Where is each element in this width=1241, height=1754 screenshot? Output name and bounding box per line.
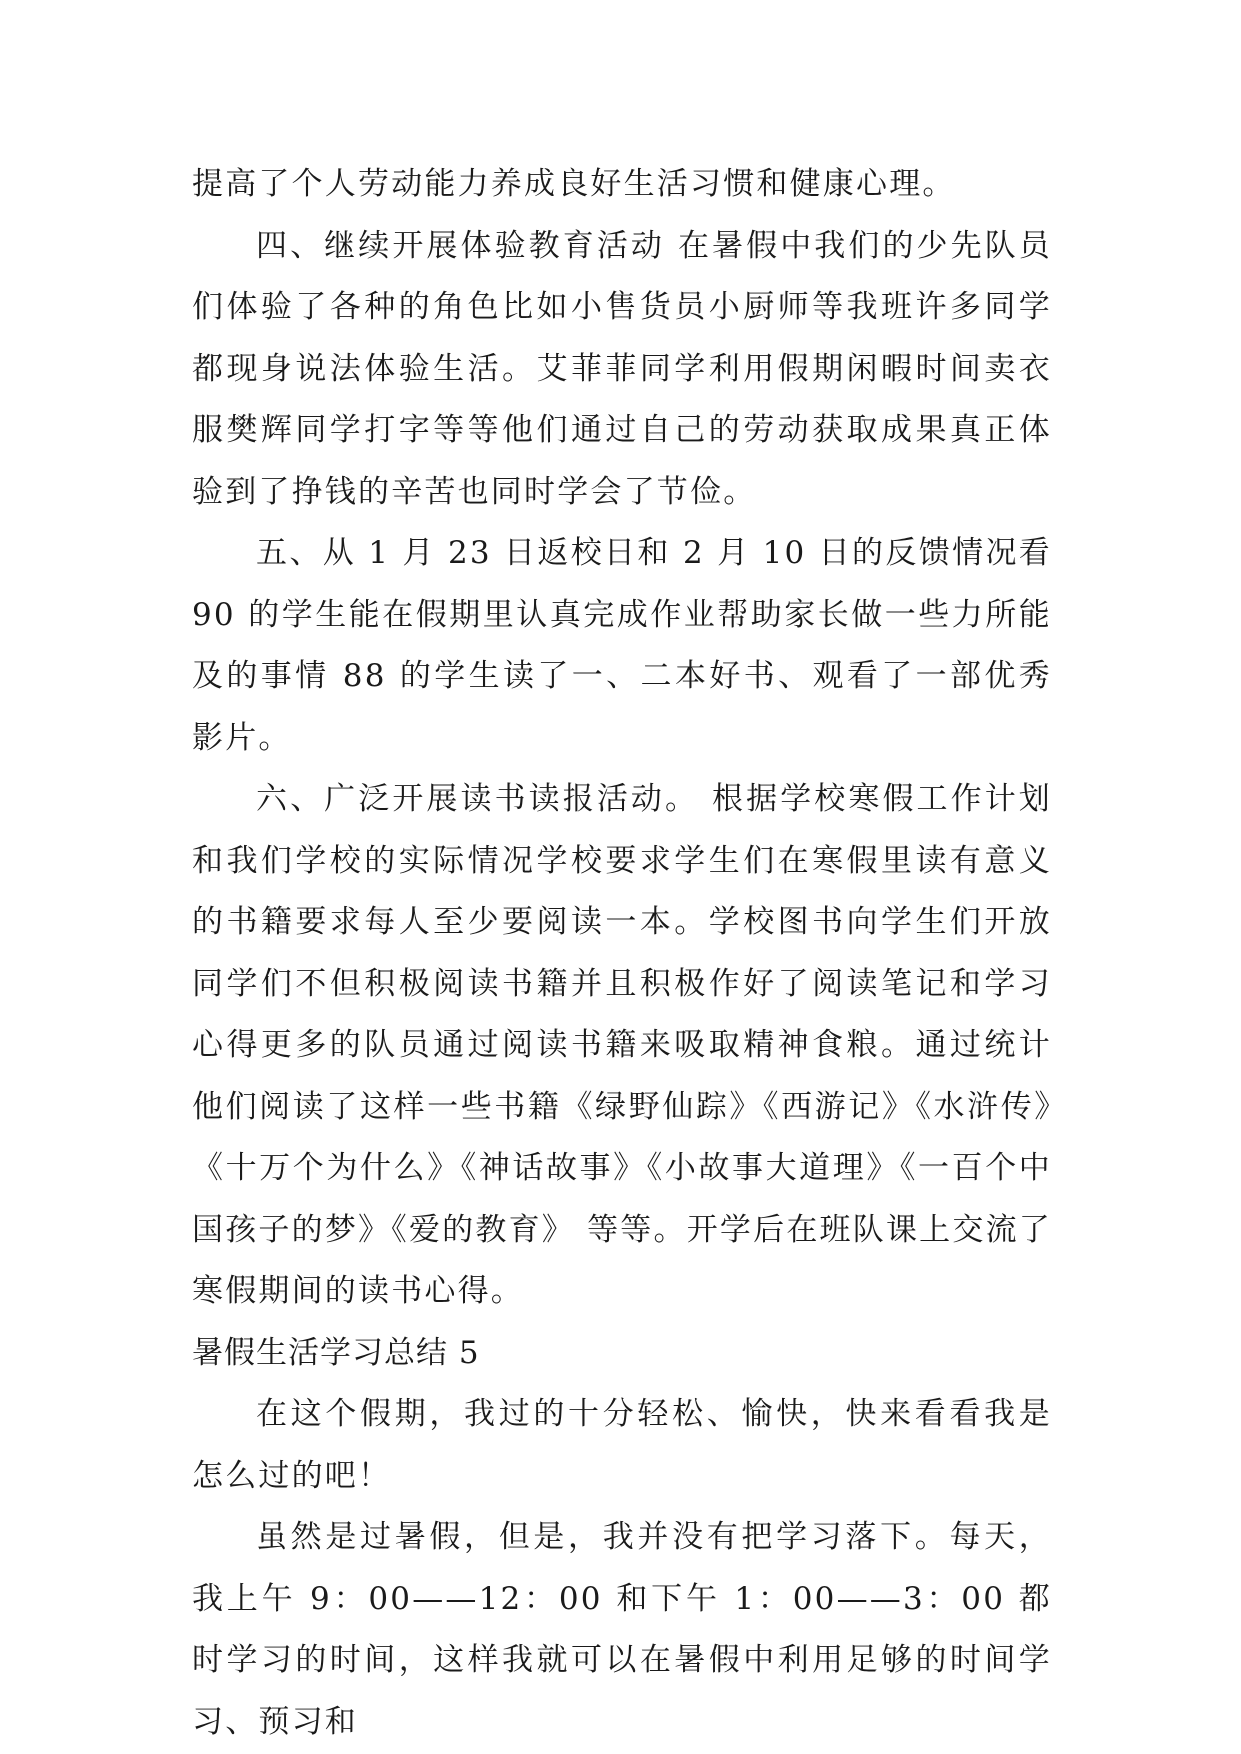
paragraph: 六、广泛开展读书读报活动。 根据学校寒假工作计划和我们学校的实际情况学校要求学生们在寒假里读有意义的书籍要求每人至少要阅读一本。学校图书向学生们开放同学们不但积极阅读书籍并且积极作好了阅读笔记和学习心得更多的队员通过阅读书籍来吸取精神食粮。通过统计他们阅读了这样一些书籍《绿野仙踪》《西游记》《水浒传》《十万个为什么》《神话故事》《小故事大道理》《一百个中国孩子的梦》《爱的教育》 等等。开学后在班队课上交流了寒假期间的读书心得。 [192,781,1052,1309]
section-heading: 暑假生活学习总结 5 [192,1334,480,1371]
paragraph: 虽然是过暑假，但是，我并没有把学习落下。每天，我上午 9：00——12：00 和下午 1：00——3：00 都时学习的时间，这样我就可以在暑假中利用足够的时间学习、预习和 [192,1519,1052,1740]
paragraph: 五、从 1 月 23 日返校日和 2 月 10 日的反馈情况看 90 的学生能在假期里认真完成作业帮助家长做一些力所能及的事情 88 的学生读了一、二本好书、观看了一部优秀影片。 [192,535,1052,756]
document-body [192,154,1052,1753]
paragraph: 提高了个人劳动能力养成良好生活习惯和健康心理。 [192,166,956,202]
paragraph: 四、继续开展体验教育活动 在暑假中我们的少先队员们体验了各种的角色比如小售货员小厨师等我班许多同学都现身说法体验生活。艾菲菲同学利用假期闲暇时间卖衣服樊辉同学打字等等他们通过自己的劳动获取成果真正体验到了挣钱的辛苦也同时学会了节俭。 [192,227,1052,510]
paragraph: 在这个假期，我过的十分轻松、愉快，快来看看我是怎么过的吧！ [192,1396,1052,1494]
